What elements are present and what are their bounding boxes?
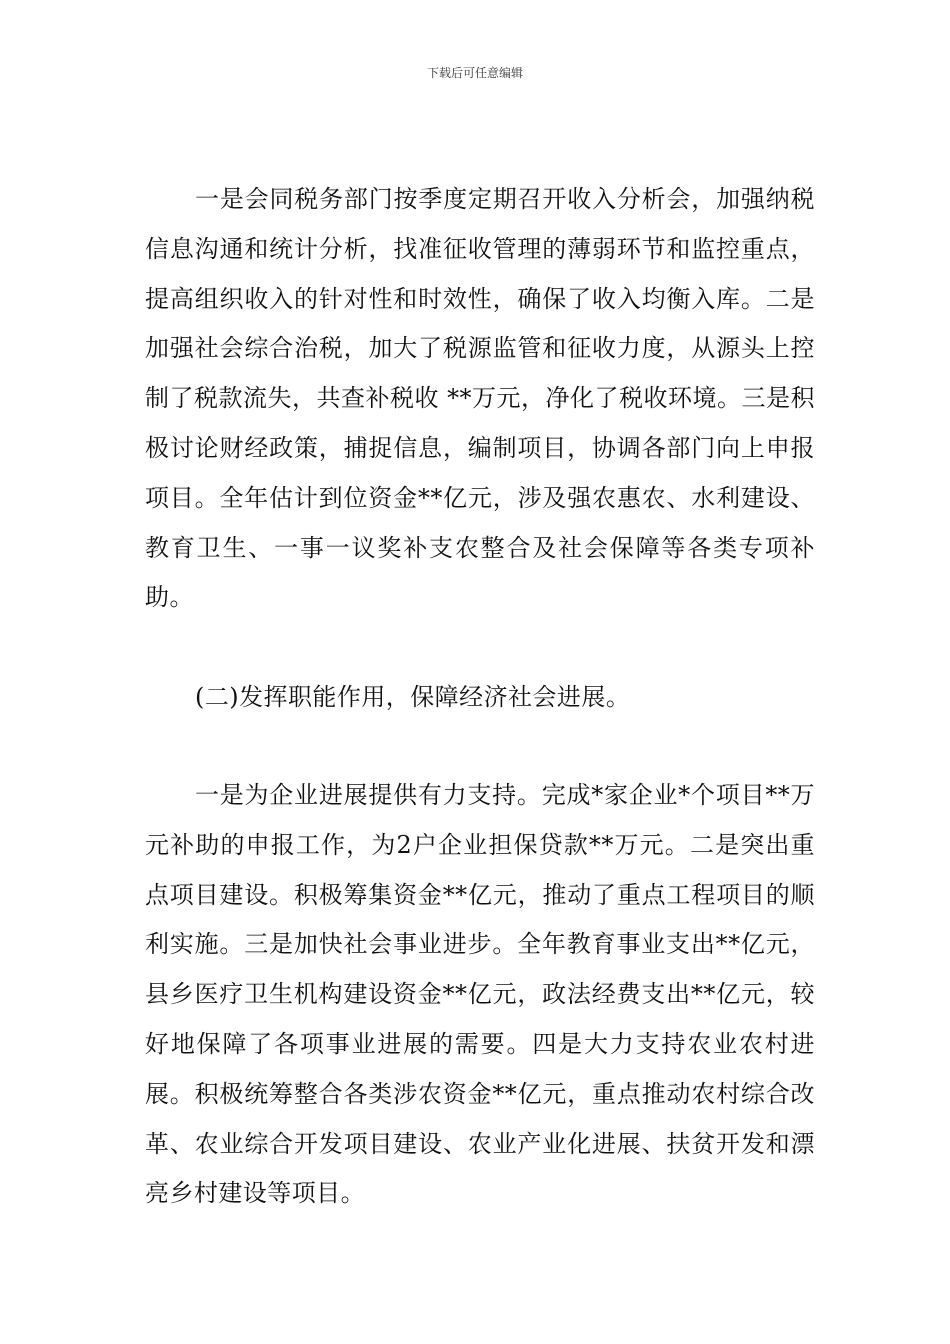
paragraph-text: 一是为企业进展提供有力支持。完成*家企业*个项目**万元补助的申报工作，为2户企业担保贷款**万元。二是突出重点项目建设。积极筹集资金**亿元，推动了重点工程项目的顺利实施。三是加快社会事业进步。全年教育事业支出**亿元，县乡医疗卫生机构建设资金**亿元，政法经费支出**亿元，较好地保障了各项事业进展的需要。四是大力支持农业农村进展。积极统筹整合各类涉农资金**亿元，重点推动农村综合改革、农业综合开发项目建设、农业产业化进展、扶贫开发和漂亮乡村建设等项目。 <box>145 781 815 1208</box>
body-paragraph-revenue <box>145 175 815 623</box>
section-heading-text: (二)发挥职能作用，保障经济社会进展。 <box>195 683 631 711</box>
section-heading <box>145 673 815 723</box>
page-header-note: 下载后可任意编辑 <box>426 66 523 80</box>
paragraph-text: 一是会同税务部门按季度定期召开收入分析会，加强纳税信息沟通和统计分析，找准征收管理的薄弱环节和监控重点，提高组织收入的针对性和时效性，确保了收入均衡入库。二是加强社会综合治税，加大了税源监管和征收力度，从源头上控制了税款流失，共查补税收 **万元，净化了税收环境。三是积极讨论财经政策，捕捉信息，编制项目，协调各部门向上申报项目。全年估计到位资金**亿元，涉及强农惠农、水利建设、教育卫生、一事一议奖补支农整合及社会保障等各类专项补助。 <box>145 185 815 612</box>
body-paragraph-development <box>145 771 815 1219</box>
